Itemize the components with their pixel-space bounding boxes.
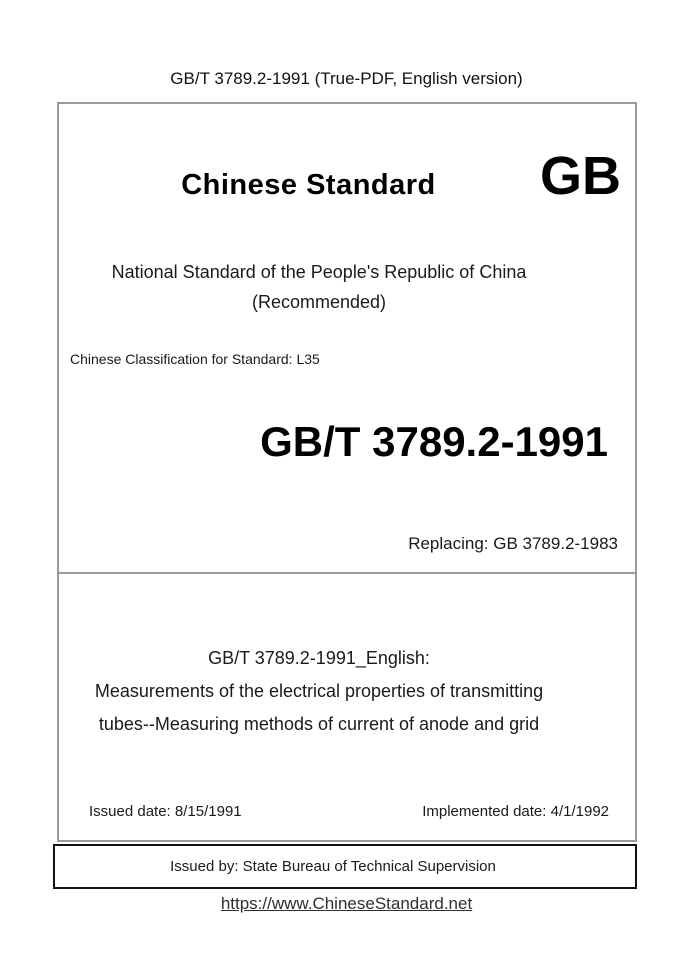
national-standard-block bbox=[59, 257, 635, 317]
english-title-label: GB/T 3789.2-1991_English: bbox=[208, 648, 430, 668]
website-link[interactable]: https://www.ChineseStandard.net bbox=[220, 894, 473, 913]
cover-top-section bbox=[59, 104, 635, 554]
national-standard-line: National Standard of the People's Republic of China bbox=[111, 262, 527, 282]
implemented-date: Implemented date: 4/1/1992 bbox=[422, 803, 609, 820]
replacing-note: Replacing: GB 3789.2-1983 bbox=[408, 534, 618, 553]
brand-row bbox=[59, 148, 635, 204]
gb-logo: GB bbox=[540, 146, 621, 206]
cover-box bbox=[57, 102, 637, 842]
english-title-line2: tubes--Measuring methods of current of anode and grid bbox=[98, 714, 540, 734]
footer bbox=[0, 895, 693, 914]
section-divider bbox=[59, 572, 635, 574]
classification-line: Chinese Classification for Standard: L35 bbox=[70, 351, 320, 367]
issued-by-line: Issued by: State Bureau of Technical Supervision bbox=[170, 858, 496, 875]
brand-title: Chinese Standard bbox=[181, 169, 436, 201]
recommended-line: (Recommended) bbox=[251, 292, 387, 312]
english-title-line1: Measurements of the electrical properties of transmitting bbox=[94, 681, 544, 701]
english-title-block bbox=[59, 642, 635, 741]
cover-bottom-section bbox=[59, 642, 635, 821]
issued-date: Issued date: 8/15/1991 bbox=[89, 803, 242, 820]
dates-row bbox=[59, 803, 635, 821]
standard-number: GB/T 3789.2-1991 bbox=[260, 418, 608, 465]
document-header-title: GB/T 3789.2-1991 (True-PDF, English version) bbox=[170, 69, 523, 88]
issuer-box bbox=[53, 844, 637, 889]
